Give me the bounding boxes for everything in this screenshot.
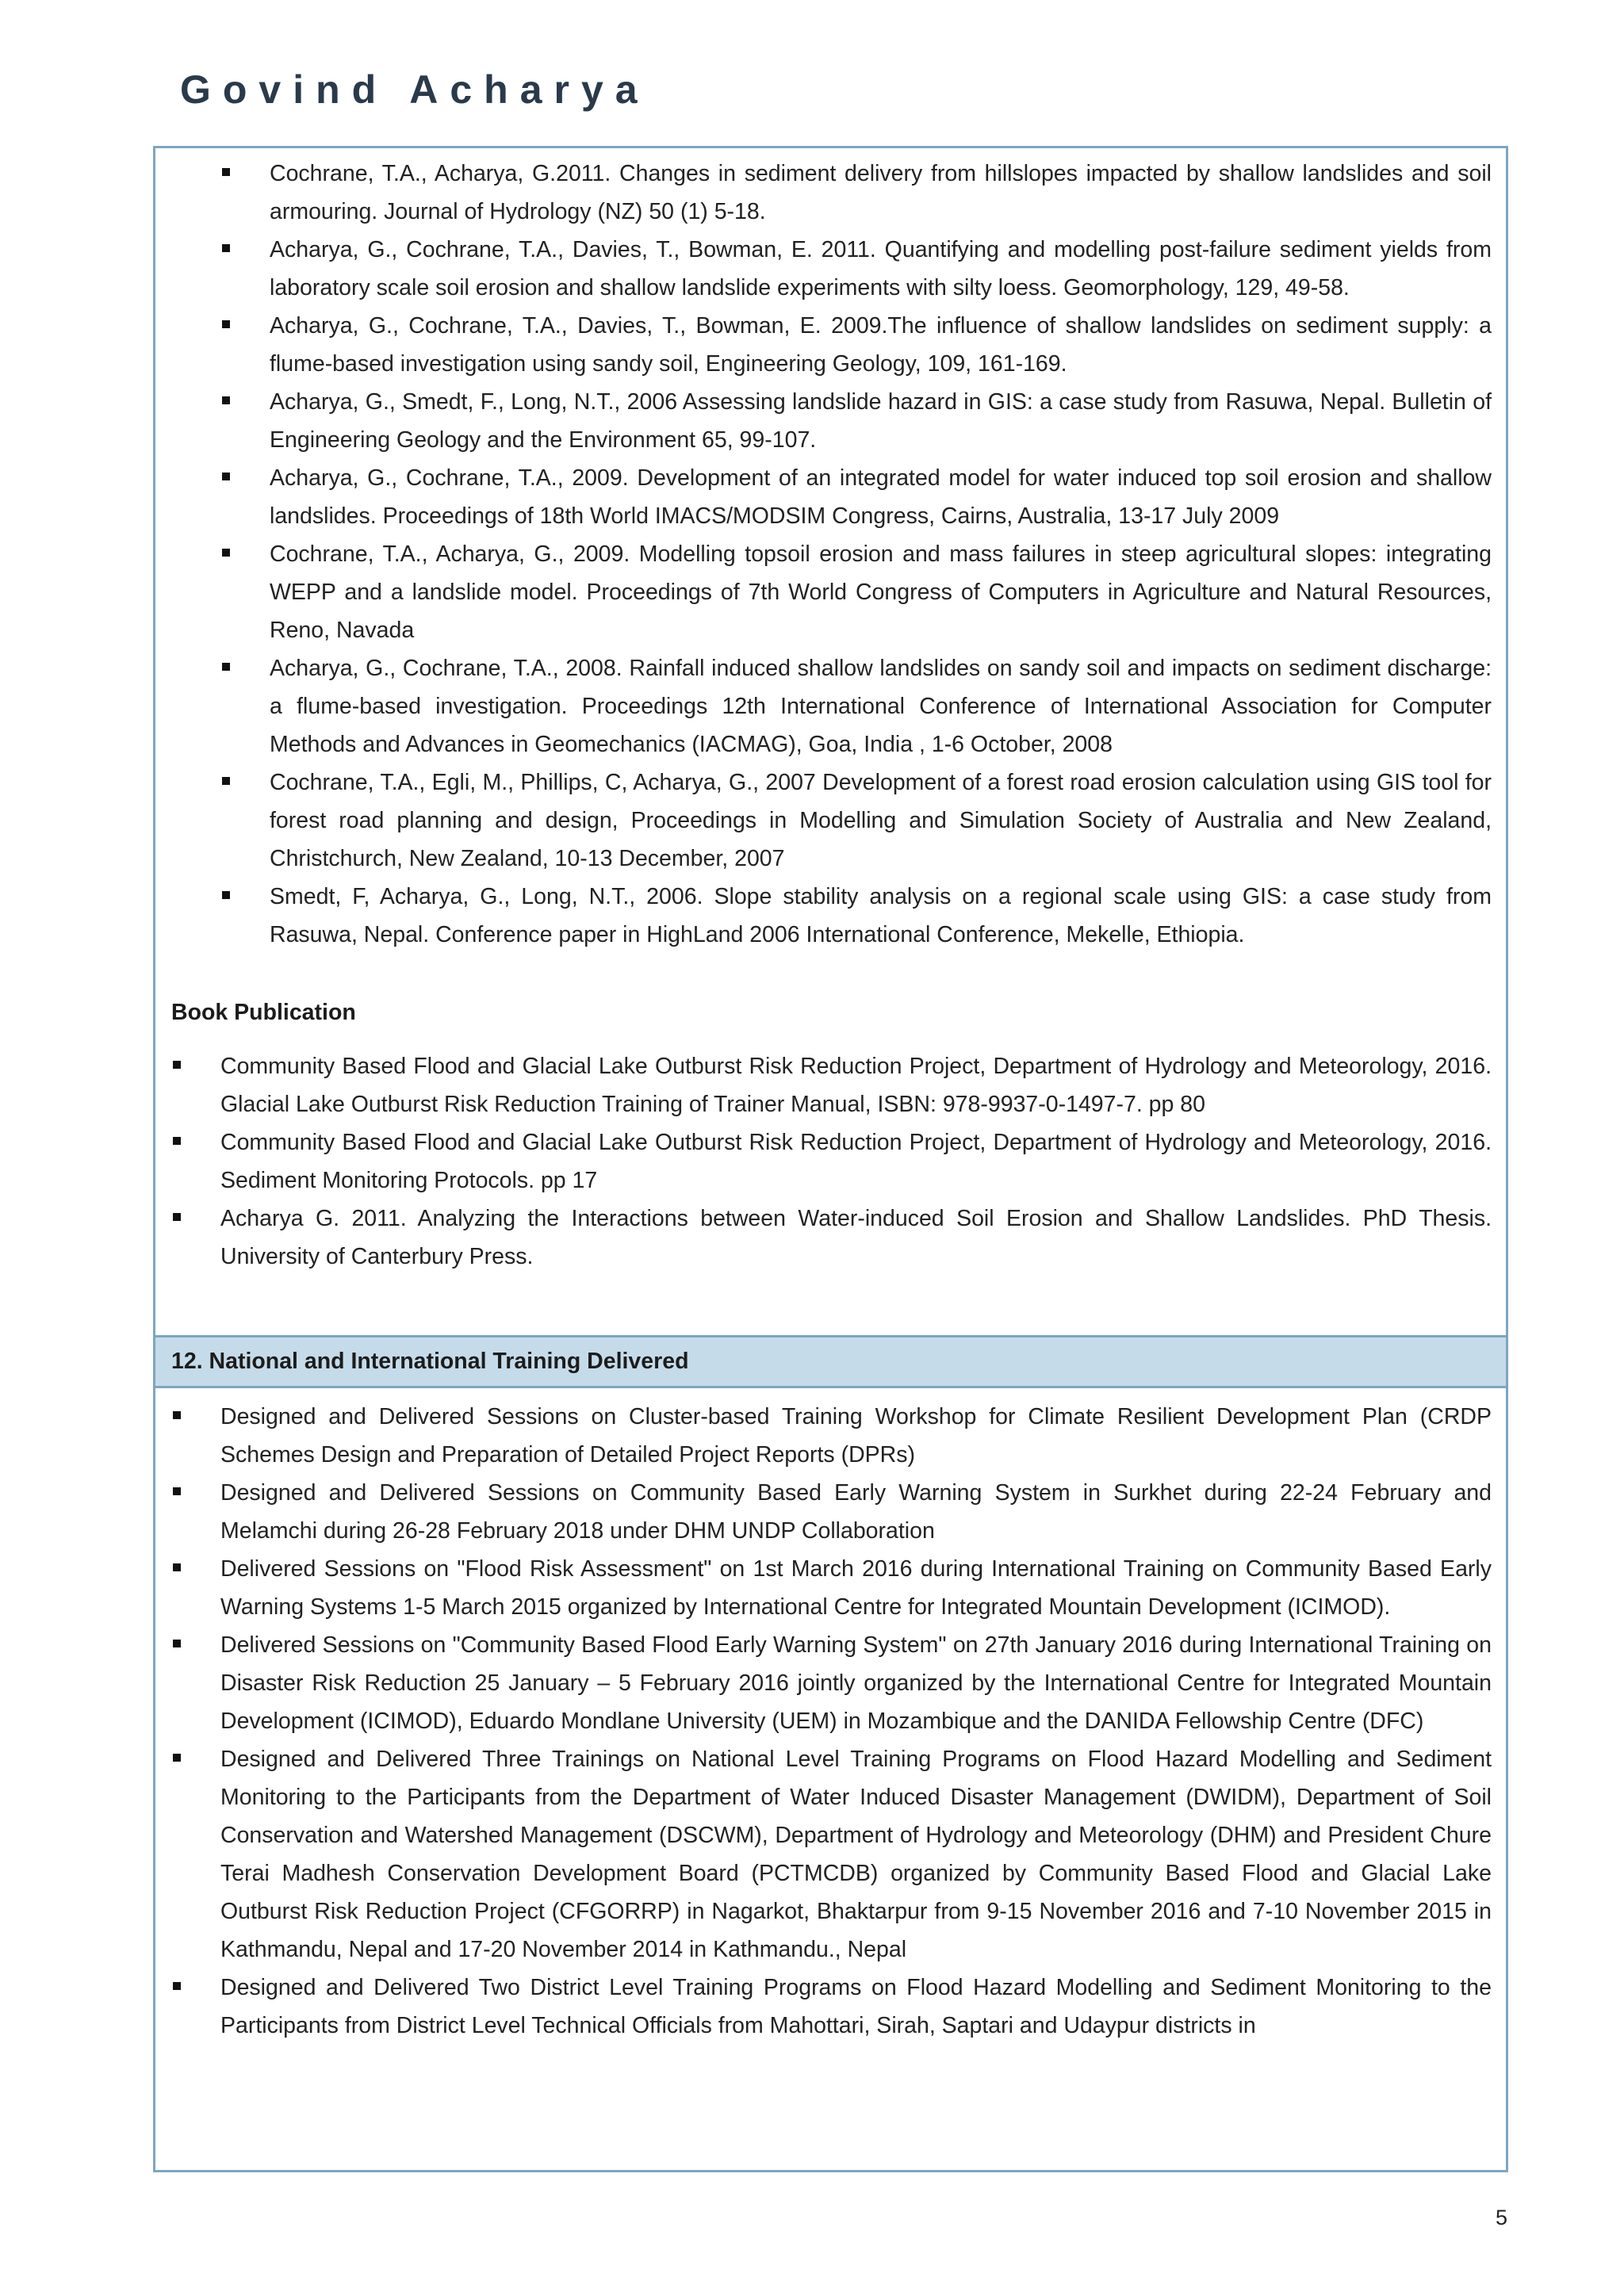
bullet-icon xyxy=(222,396,230,404)
publication-item xyxy=(270,383,1492,459)
training-section xyxy=(155,1388,1506,2170)
training-item xyxy=(220,1969,1492,2045)
bullet-icon xyxy=(222,549,230,557)
training-item xyxy=(220,1740,1492,1969)
training-text: Designed and Delivered Three Trainings on National Level Training Programs on Flood Hazard Modelling and Sediment Monitoring to the Participants from the Department of Water Induced Disaster Management (DWIDM), Department of Soil Conservation and Watershed Management (DSCWM), Department of Hydrology and Meteorology (DHM) and President Chure Terai Madhesh Conservation Development Board (PCTMCDB) organized by Community Based Flood and Glacial Lake Outburst Risk Reduction Project (CFGORRP) in Nagarkot, Bhaktarpur from 9-15 November 2016 and 7-10 November 2015 in Kathmandu, Nepal and 17-20 November 2014 in Kathmandu., Nepal xyxy=(220,1747,1492,1962)
publication-item xyxy=(270,535,1492,649)
training-text: Designed and Delivered Two District Level Training Programs on Flood Hazard Modelling and Sediment Monitoring to the Participants from District Level Technical Officials from Mahottari, Sirah, Saptari and Udaypur districts in xyxy=(220,1975,1492,2038)
bullet-icon xyxy=(222,244,230,252)
training-list xyxy=(220,1398,1492,2045)
publication-text: Smedt, F, Acharya, G., Long, N.T., 2006. Slope stability analysis on a regional scale using GIS: a case study from Rasuwa, Nepal. Conference paper in HighLand 2006 International Conference, Mekelle, Ethiopia. xyxy=(270,884,1492,947)
publication-item xyxy=(270,763,1492,878)
book-publication-heading: Book Publication xyxy=(171,1000,356,1025)
training-item xyxy=(220,1550,1492,1626)
publication-text: Acharya, G., Cochrane, T.A., Davies, T., Bowman, E. 2011. Quantifying and modelling post-failure sediment yields from laboratory scale soil erosion and shallow landslide experiments with silty loess. Geomorphology, 129, 49-58. xyxy=(270,237,1492,300)
training-item xyxy=(220,1474,1492,1550)
training-text: Designed and Delivered Sessions on Community Based Early Warning System in Surkhet during 22-24 February and Melamchi during 26-28 February 2018 under DHM UNDP Collaboration xyxy=(220,1480,1492,1544)
publication-item xyxy=(270,155,1492,231)
bullet-icon xyxy=(173,1137,181,1145)
bullet-icon xyxy=(173,1640,181,1647)
book-item xyxy=(220,1047,1492,1123)
publication-text: Acharya, G., Cochrane, T.A., 2009. Development of an integrated model for water induced top soil erosion and shallow landslides. Proceedings of 18th World IMACS/MODSIM Congress, Cairns, Australia, 13-17 July 2009 xyxy=(270,465,1492,529)
bullet-icon xyxy=(222,168,230,176)
training-item xyxy=(220,1398,1492,1474)
publication-list xyxy=(270,155,1492,954)
publication-text: Acharya, G., Cochrane, T.A., Davies, T., Bowman, E. 2009.The influence of shallow landslides on sediment supply: a flume-based investigation using sandy soil, Engineering Geology, 109, 161-169. xyxy=(270,313,1492,377)
publications-section xyxy=(155,148,1506,1337)
publication-text: Cochrane, T.A., Egli, M., Phillips, C, Acharya, G., 2007 Development of a forest road erosion calculation using GIS tool for forest road planning and design, Proceedings in Modelling and Simulation Society of Australia and New Zealand, Christchurch, New Zealand, 10-13 December, 2007 xyxy=(270,770,1492,871)
book-publication-list xyxy=(220,1047,1492,1276)
publication-text: Acharya, G., Smedt, F., Long, N.T., 2006 Assessing landslide hazard in GIS: a case study from Rasuwa, Nepal. Bulletin of Engineering Geology and the Environment 65, 99-107. xyxy=(270,389,1492,453)
book-item xyxy=(220,1123,1492,1200)
training-text: Designed and Delivered Sessions on Cluster-based Training Workshop for Climate Resilient Development Plan (CRDP Schemes Design and Preparation of Detailed Project Reports (DPRs) xyxy=(220,1404,1492,1468)
book-text: Acharya G. 2011. Analyzing the Interactions between Water-induced Soil Erosion and Shallow Landslides. PhD Thesis. University of Canterbury Press. xyxy=(220,1206,1492,1269)
publication-text: Acharya, G., Cochrane, T.A., 2008. Rainfall induced shallow landslides on sandy soil and impacts on sediment discharge: a flume-based investigation. Proceedings 12th International Conference of International Association for Computer Methods and Advances in Geomechanics (IACMAG), Goa, India , 1-6 October, 2008 xyxy=(270,656,1492,757)
bullet-icon xyxy=(173,1487,181,1495)
book-item xyxy=(220,1200,1492,1276)
bullet-icon xyxy=(173,1754,181,1762)
publication-item xyxy=(270,649,1492,763)
cv-owner-name: Govind Acharya xyxy=(180,67,649,112)
bullet-icon xyxy=(222,473,230,480)
publication-item xyxy=(270,459,1492,535)
bullet-icon xyxy=(173,1213,181,1221)
bullet-icon xyxy=(222,320,230,328)
bullet-icon xyxy=(173,1982,181,1990)
publication-text: Cochrane, T.A., Acharya, G.2011. Changes in sediment delivery from hillslopes impacted by shallow landslides and soil armouring. Journal of Hydrology (NZ) 50 (1) 5-18. xyxy=(270,161,1492,224)
training-text: Delivered Sessions on "Community Based Flood Early Warning System" on 27th January 2016 during International Training on Disaster Risk Reduction 25 January – 5 February 2016 jointly organized by the International Centre for Integrated Mountain Development (ICIMOD), Eduardo Mondlane University (UEM) in Mozambique and the DANIDA Fellowship Centre (DFC) xyxy=(220,1632,1492,1734)
publication-text: Cochrane, T.A., Acharya, G., 2009. Modelling topsoil erosion and mass failures in steep agricultural slopes: integrating WEPP and a landslide model. Proceedings of 7th World Congress of Computers in Agriculture and Natural Resources, Reno, Navada xyxy=(270,541,1492,643)
training-text: Delivered Sessions on "Flood Risk Assessment" on 1st March 2016 during International Training on Community Based Early Warning Systems 1-5 March 2015 organized by International Centre for Integrated Mountain Development (ICIMOD). xyxy=(220,1556,1492,1620)
publication-item xyxy=(270,878,1492,954)
page-number: 5 xyxy=(1496,2206,1508,2229)
bullet-icon xyxy=(173,1563,181,1571)
training-section-heading: 12. National and International Training Delivered xyxy=(155,1337,1506,1388)
publication-item xyxy=(270,307,1492,383)
publication-item xyxy=(270,231,1492,307)
book-text: Community Based Flood and Glacial Lake Outburst Risk Reduction Project, Department of Hydrology and Meteorology, 2016. Glacial Lake Outburst Risk Reduction Training of Trainer Manual, ISBN: 978-9937-0-1497-7. pp 80 xyxy=(220,1054,1492,1117)
training-item xyxy=(220,1626,1492,1740)
book-text: Community Based Flood and Glacial Lake Outburst Risk Reduction Project, Department of Hydrology and Meteorology, 2016. Sediment Monitoring Protocols. pp 17 xyxy=(220,1130,1492,1193)
bullet-icon xyxy=(222,663,230,671)
bullet-icon xyxy=(222,891,230,899)
content-frame xyxy=(153,146,1508,2172)
bullet-icon xyxy=(173,1411,181,1419)
bullet-icon xyxy=(173,1061,181,1069)
bullet-icon xyxy=(222,777,230,785)
